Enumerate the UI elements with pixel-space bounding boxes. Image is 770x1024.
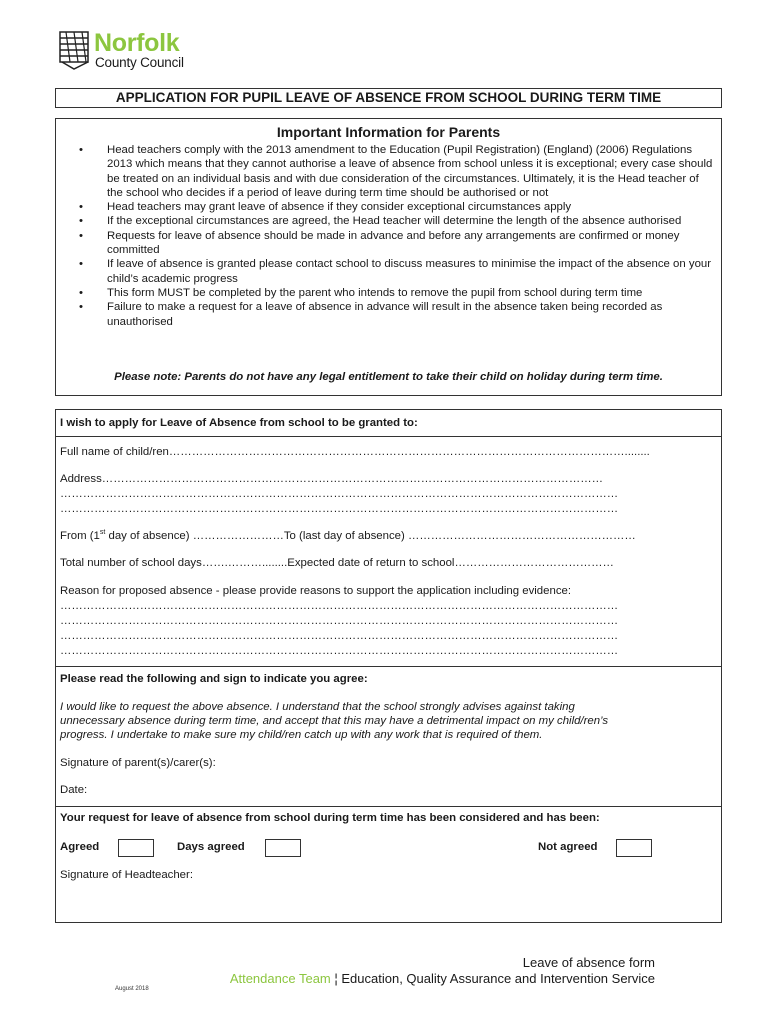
days-agreed-box[interactable]	[265, 839, 301, 857]
date-field[interactable]: Date:	[60, 784, 88, 796]
info-item: • Failure to make a request for a leave of absence in advance will result in the absence taken being recorded as unauthorised	[56, 300, 721, 329]
info-heading: Important Information for Parents	[276, 124, 501, 140]
from-sup: st	[99, 529, 106, 537]
agree-text-3: progress. I undertake to make sure my child/ren catch up with any work that is required of them.	[60, 729, 543, 741]
to-date-field[interactable]: ……………………………………………………	[407, 530, 636, 542]
logo-sub: County Council	[95, 55, 184, 70]
info-list	[56, 143, 721, 329]
footer-service	[230, 971, 655, 986]
days-row	[60, 556, 614, 570]
full-name-dots: …………………………………………………………………………………………………………........	[168, 446, 650, 458]
norfolk-logo	[58, 30, 208, 72]
form-box	[55, 409, 722, 923]
county-crest-icon	[58, 30, 92, 70]
footer-form-name: Leave of absence form	[522, 955, 655, 970]
return-date-label: Expected date of return to school	[287, 557, 455, 569]
from-prefix: From (1	[60, 530, 100, 542]
reason-line[interactable]: …………………………………………………………………………………………………………………………………	[60, 645, 619, 657]
footer-separator: ¦	[330, 971, 342, 986]
address-label: Address	[60, 473, 102, 485]
form-title: APPLICATION FOR PUPIL LEAVE OF ABSENCE FROM SCHOOL DURING TERM TIME	[55, 88, 722, 108]
divider	[56, 666, 721, 667]
address-dots: ……………………………………………………………………………………………………………………	[101, 473, 603, 485]
info-item: • This form MUST be completed by the parent who intends to remove the pupil from school during term time	[56, 286, 721, 300]
reason-line[interactable]: …………………………………………………………………………………………………………………………………	[60, 600, 619, 612]
from-date-field[interactable]: ……………………	[192, 530, 284, 542]
logo-name: Norfolk	[94, 29, 180, 57]
footer-date: August 2018	[115, 986, 149, 992]
full-name-label: Full name of child/ren	[60, 446, 169, 458]
info-item: • If the exceptional circumstances are agreed, the Head teacher will determine the length of the absence authorised	[56, 214, 721, 228]
total-days-label: Total number of school days	[60, 557, 202, 569]
footer-service-name: Education, Quality Assurance and Intervention Service	[341, 971, 655, 986]
reason-line[interactable]: …………………………………………………………………………………………………………………………………	[60, 630, 619, 642]
reason-label: Reason for proposed absence - please provide reasons to support the application including evidence:	[60, 585, 572, 597]
info-item: • Head teachers comply with the 2013 amendment to the Education (Pupil Registration) (England) (2006) Regulations 2013 which means that they cannot authorise a leave of absence from school unless it is exceptional; every case should be treated on an individual basis and with due consideration of the circumstances. Ultimately, it is the Head teacher of the school who decides if a period of leave during term time should be authorised or not	[56, 143, 721, 200]
full-name-field[interactable]	[60, 445, 650, 459]
days-agreed-label: Days agreed	[177, 841, 245, 853]
info-item: • Head teachers may grant leave of absence if they consider exceptional circumstances apply	[56, 200, 721, 214]
decision-heading: Your request for leave of absence from school during term time has been considered and has been:	[60, 812, 600, 824]
address-line-2[interactable]: …………………………………………………………………………………………………………………………………	[60, 488, 619, 500]
reason-line[interactable]: …………………………………………………………………………………………………………………………………	[60, 615, 619, 627]
from-suffix: day of absence)	[105, 530, 190, 542]
return-date-field[interactable]: ……………………………………	[454, 557, 614, 569]
apply-heading: I wish to apply for Leave of Absence from school to be granted to:	[60, 417, 418, 429]
legal-note: Please note: Parents do not have any legal entitlement to take their child on holiday during term time.	[114, 371, 663, 383]
divider	[56, 436, 721, 437]
parent-signature-field[interactable]: Signature of parent(s)/carer(s):	[60, 757, 216, 769]
to-label: To (last day of absence)	[283, 530, 405, 542]
not-agreed-label: Not agreed	[538, 841, 598, 853]
dates-row	[60, 529, 636, 543]
total-days-field[interactable]: …….………........	[201, 557, 288, 569]
agreed-checkbox[interactable]	[118, 839, 154, 857]
not-agreed-checkbox[interactable]	[616, 839, 652, 857]
address-field[interactable]	[60, 472, 603, 486]
info-item: • If leave of absence is granted please contact school to discuss measures to minimise the impact of the absence on your child’s academic progress	[56, 257, 721, 286]
info-item: • Requests for leave of absence should be made in advance and before any arrangements are confirmed or money committed	[56, 229, 721, 258]
agreed-label: Agreed	[60, 841, 100, 853]
footer-team: Attendance Team	[229, 971, 331, 986]
agree-text-1: I would like to request the above absence. I understand that the school strongly advises against taking	[60, 701, 575, 713]
agree-text-2: unnecessary absence during term time, and accept that this may have a detrimental impact on my child/ren’s	[60, 715, 609, 727]
address-line-3[interactable]: …………………………………………………………………………………………………………………………………	[60, 503, 619, 515]
divider	[56, 806, 721, 807]
headteacher-signature-field[interactable]: Signature of Headteacher:	[60, 869, 193, 881]
info-box	[55, 118, 722, 396]
agree-heading: Please read the following and sign to indicate you agree:	[60, 673, 368, 685]
